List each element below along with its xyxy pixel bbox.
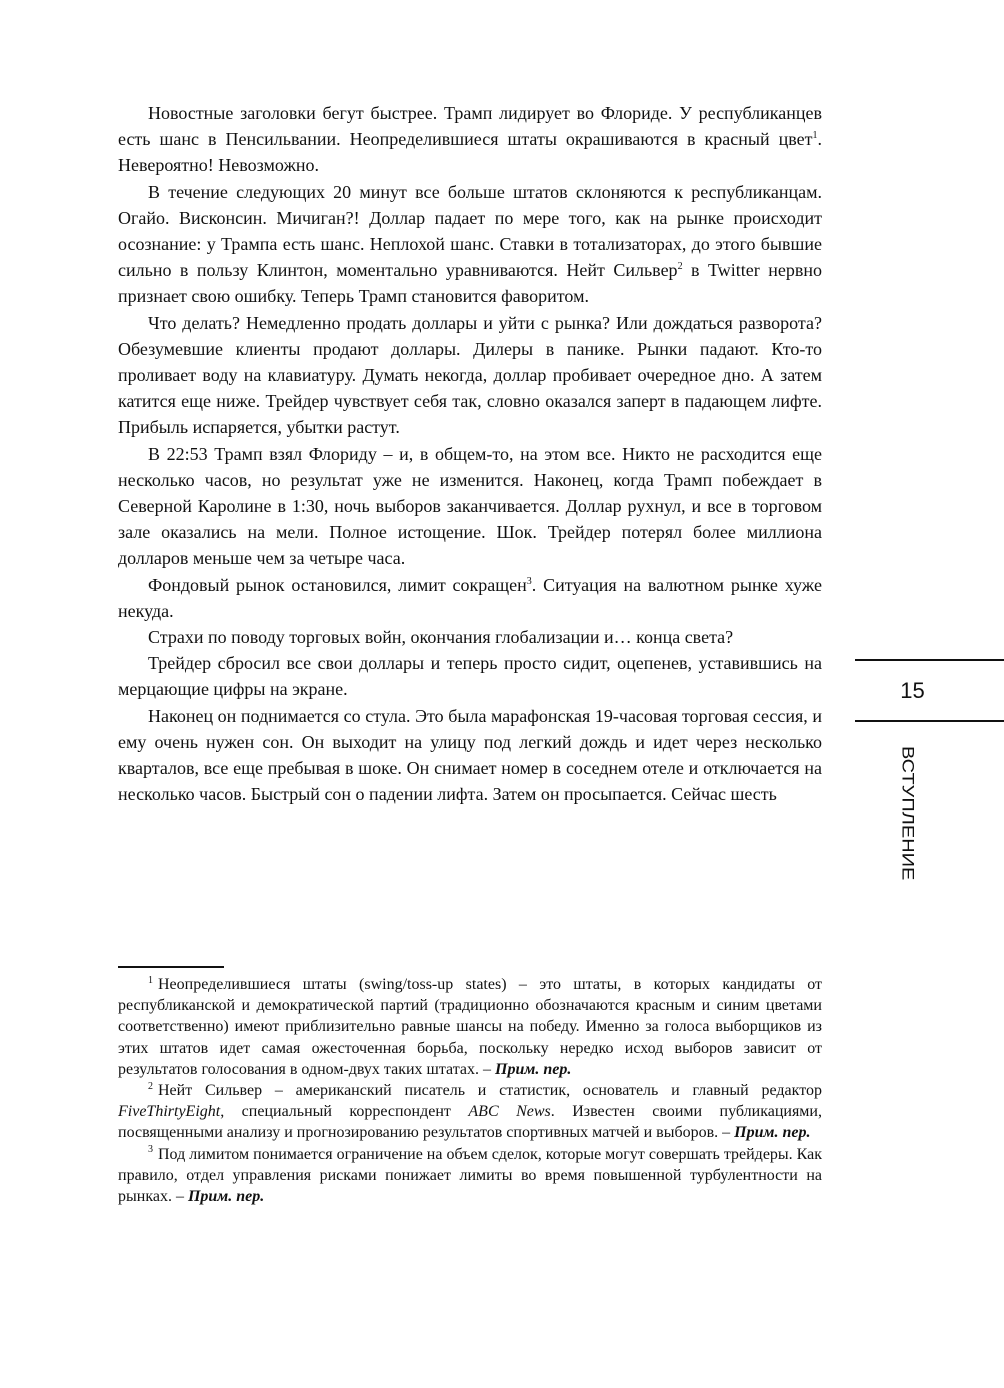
paragraph-1: Новостные заголовки бегут быстрее. Трамп лидирует во Флориде. У республиканцев есть шанс в Пенсильвании. Неопределившиеся штаты окрашиваются в красный цвет$^1$. Невероятно! Невозможно. (118, 103, 822, 176)
paragraph-8: Наконец он поднимается со стула. Это была марафонская 19-часовая торговая сессия, и ему очень нужен сон. Он выходит на улицу под легкий дождь и идет через несколько кварталов, все еще пребывая в шоке. Он снимает номер в соседнем отеле и отключается на несколько часов. Быстрый сон о падении лифта. Затем он просыпается. Сейчас шесть (118, 705, 822, 805)
footnote-mark: 2 (148, 1080, 153, 1092)
margin-rule-top (855, 659, 1004, 661)
footnote-mark: 3 (148, 1144, 153, 1156)
translator-note: Прим. пер. (187, 1188, 265, 1206)
translator-note: Прим. пер. (734, 1124, 811, 1142)
paragraph-7: Трейдер сбросил все свои доллары и теперь просто сидит, оцепенев, уставившись на мерцающие цифры на экране. (118, 653, 822, 700)
footnote-ref-1[interactable]: 1 (812, 130, 818, 142)
paragraph-5: Фондовый рынок остановился, лимит сокращен$^3$. Ситуация на валютном рынке хуже некуда. (118, 574, 822, 621)
publication-name: ABC News (468, 1103, 551, 1121)
paragraph-2: В течение следующих 20 минут все больше штатов склоняются к республиканцам. Огайо. Висконсин. Мичиган?! Доллар падает по мере того, как на рынке происходит осознание: у Трампа есть шанс. Неплохой шанс. Ставки в тотализаторах, до этого бывшие сильно в пользу Клинтон, моментально уравниваются. Нейт Сильвер$^2$ в Twitter нервно признает свою ошибку. Теперь Трамп становится фаворитом. (118, 181, 822, 307)
paragraph-4: В 22:53 Трамп взял Флориду – и, в общем-то, на этом все. Никто не расходится еще несколько часов, но результат уже не изменится. Наконец, когда Трамп побеждает в Северной Каролине в 1:30, ночь выборов заканчивается. Доллар рухнул, и все в торговом зале оказались на мели. Полное истощение. Шок. Трейдер потерял более миллиона долларов меньше чем за четыре часа. (118, 443, 822, 569)
page-number: 15 (900, 678, 925, 703)
footnote-ref-2[interactable]: 2 (677, 261, 683, 273)
footnote-divider (118, 966, 224, 968)
footnote-3: $^3$ Под лимитом понимается ограничение на объем сделок, которые могут совершать трейдеры. Как правило, отдел управления рисками понижает лимиты во время повышенной турбулентности на рынках. – Прим. пер. (118, 1144, 822, 1206)
section-title: ВСТУПЛЕНИЕ (898, 746, 917, 881)
footnote-1: $^1$ Неопределившиеся штаты (swing/toss-up states) – это штаты, в которых кандидаты от республиканской и демократической партий (традиционно обозначаются красным и синим цветами соответственно) имеют приблизительно равные шансы на победу. Именно за голоса выборщиков из этих штатов идет самая ожесточенная борьба, поскольку нередко исход выборов зависит от результатов голосования в одном-двух таких штатах. – Прим. пер. (118, 974, 822, 1078)
footnotes (118, 974, 822, 1207)
main-text (118, 100, 822, 807)
paragraph-6: Страхи по поводу торговых войн, окончания глобализации и… конца света? (148, 627, 734, 648)
footnote-2: $^2$ Нейт Сильвер – американский писатель и статистик, основатель и главный редактор FiveThirtyEight, специальный корреспондент ABC News. Известен своими публикациями, посвященными анализу и прогнозированию результатов спортивных матчей и выборов. – Прим. пер. (118, 1080, 822, 1142)
translator-note: Прим. пер. (495, 1060, 572, 1078)
footnote-mark: 1 (148, 974, 153, 986)
publication-name: FiveThirtyEight (118, 1103, 221, 1121)
margin-rule-bottom (855, 720, 1004, 722)
paragraph-3: Что делать? Немедленно продать доллары и уйти с рынка? Или дождаться разворота? Обезумевшие клиенты продают доллары. Дилеры в панике. Рынки падают. Кто-то проливает воду на клавиатуру. Думать некогда, доллар пробивает очередное дно. А затем катится еще ниже. Трейдер чувствует себя так, словно оказался заперт в падающем лифте. Прибыль испаряется, убытки растут. (118, 312, 822, 438)
footnote-ref-3[interactable]: 3 (526, 575, 532, 587)
